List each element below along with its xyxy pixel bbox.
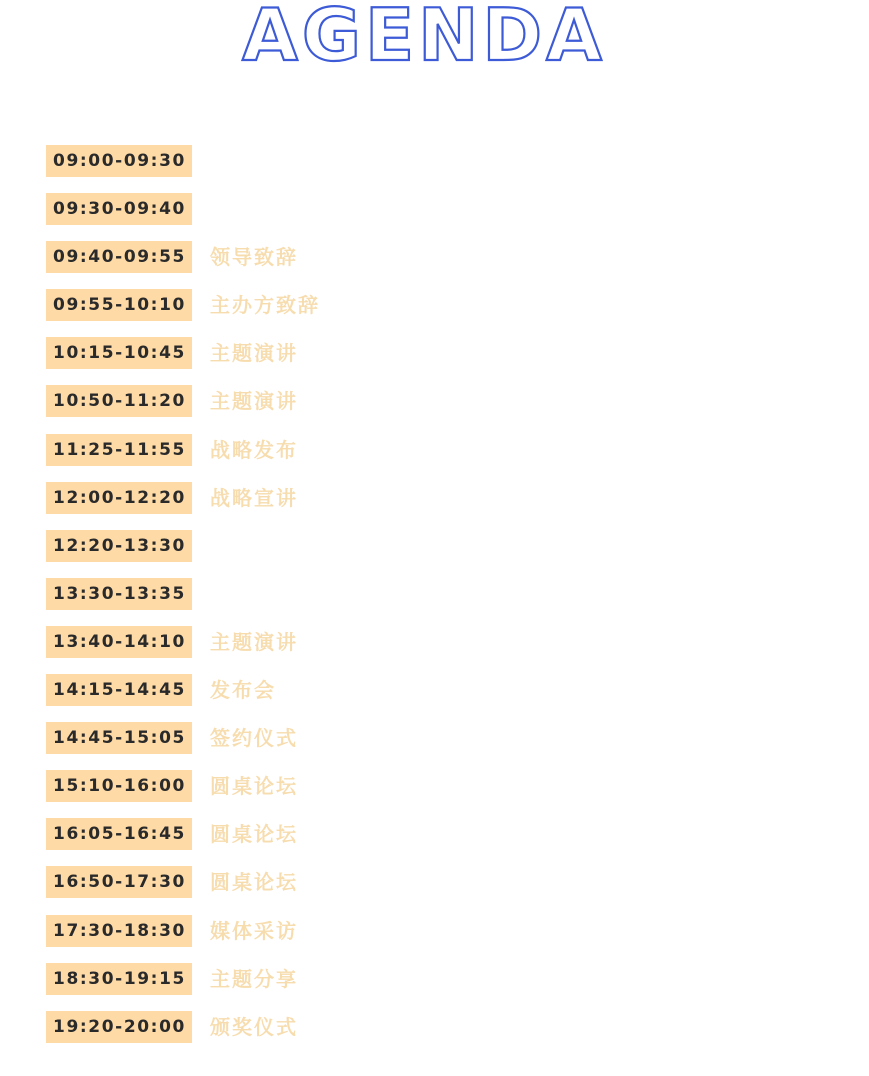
session-label: 圆桌论坛 <box>210 774 298 799</box>
session-label: 战略宣讲 <box>210 485 298 510</box>
agenda-row <box>46 722 826 754</box>
time-slot: 09:30-09:40 <box>46 193 192 225</box>
agenda-row <box>46 674 826 706</box>
session-label: 战略发布 <box>210 437 298 462</box>
time-slot: 09:55-10:10 <box>46 289 192 321</box>
session-label: 主题演讲 <box>210 629 298 654</box>
session-label: 领导致辞 <box>210 245 298 270</box>
agenda-row <box>46 482 826 514</box>
time-slot: 15:10-16:00 <box>46 770 192 802</box>
time-slot: 09:40-09:55 <box>46 241 192 273</box>
agenda-row <box>46 915 826 947</box>
session-label: 媒体采访 <box>210 918 298 943</box>
session-label: 圆桌论坛 <box>210 870 298 895</box>
time-slot: 10:15-10:45 <box>46 337 192 369</box>
time-slot: 12:20-13:30 <box>46 530 192 562</box>
agenda-row <box>46 530 826 562</box>
time-slot: 13:40-14:10 <box>46 626 192 658</box>
agenda-row <box>46 241 826 273</box>
time-slot: 16:05-16:45 <box>46 818 192 850</box>
agenda-title-outline <box>0 0 869 68</box>
time-slot: 11:25-11:55 <box>46 434 192 466</box>
time-slot: 09:00-09:30 <box>46 145 192 177</box>
time-slot: 17:30-18:30 <box>46 915 192 947</box>
agenda-title-text: AGENDA <box>242 0 606 68</box>
agenda-list <box>46 145 826 1059</box>
agenda-row <box>46 578 826 610</box>
agenda-row <box>46 434 826 466</box>
session-label: 签约仪式 <box>210 726 298 751</box>
session-label: 颁奖仪式 <box>210 1014 298 1039</box>
time-slot: 18:30-19:15 <box>46 963 192 995</box>
agenda-row <box>46 385 826 417</box>
time-slot: 14:15-14:45 <box>46 674 192 706</box>
time-slot: 10:50-11:20 <box>46 385 192 417</box>
page-title <box>0 0 869 68</box>
session-label: 主题演讲 <box>210 389 298 414</box>
time-slot: 14:45-15:05 <box>46 722 192 754</box>
time-slot: 19:20-20:00 <box>46 1011 192 1043</box>
time-slot: 12:00-12:20 <box>46 482 192 514</box>
session-label: 圆桌论坛 <box>210 822 298 847</box>
session-label: 主办方致辞 <box>210 293 320 318</box>
agenda-row <box>46 626 826 658</box>
session-label: 发布会 <box>210 678 276 703</box>
agenda-row <box>46 289 826 321</box>
agenda-row <box>46 818 826 850</box>
agenda-row <box>46 1011 826 1043</box>
time-slot: 16:50-17:30 <box>46 866 192 898</box>
session-label: 主题演讲 <box>210 341 298 366</box>
agenda-row <box>46 770 826 802</box>
session-label: 主题分享 <box>210 966 298 991</box>
agenda-row <box>46 866 826 898</box>
agenda-row <box>46 193 826 225</box>
time-slot: 13:30-13:35 <box>46 578 192 610</box>
agenda-row <box>46 337 826 369</box>
agenda-row <box>46 963 826 995</box>
agenda-row <box>46 145 826 177</box>
